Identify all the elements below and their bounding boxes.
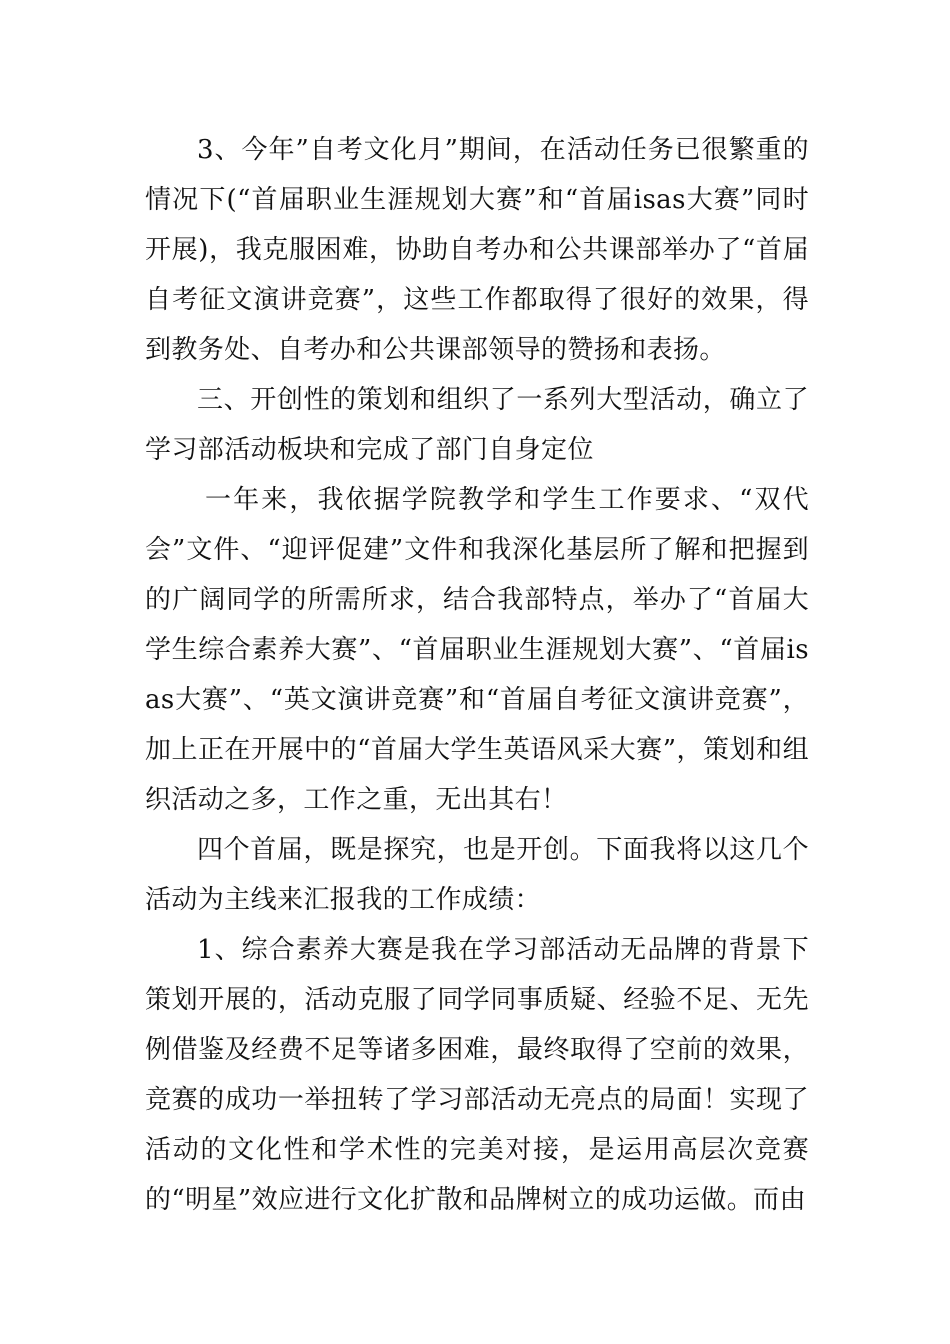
document-page bbox=[145, 125, 809, 1225]
section-heading-three: 三、开创性的策划和组织了一系列大型活动，确立了学习部活动板块和完成了部门自身定位 bbox=[145, 385, 809, 465]
paragraph-four-firsts: 四个首届，既是探究，也是开创。下面我将以这几个活动为主线来汇报我的工作成绩： bbox=[145, 835, 809, 915]
paragraph-culture-month: 3、今年”自考文化月”期间，在活动任务已很繁重的情况下(“首届职业生涯规划大赛”和“首届isas大赛”同时开展)，我克服困难，协助自考办和公共课部举办了“首届自考征文演讲竞赛”，这些工作都取得了很好的效果，得到教务处、自考办和公共课部领导的赞扬和表扬。 bbox=[145, 135, 809, 365]
paragraph-literacy-contest: 1、综合素养大赛是我在学习部活动无品牌的背景下策划开展的，活动克服了同学同事质疑、经验不足、无先例借鉴及经费不足等诸多困难，最终取得了空前的效果，竞赛的成功一举扭转了学习部活动无亮点的局面！实现了活动的文化性和学术性的完美对接，是运用高层次竞赛的“明星”效应进行文化扩散和品牌树立的成功运做。而由 bbox=[145, 935, 809, 1215]
paragraph-year-overview: 一年来，我依据学院教学和学生工作要求、“双代会”文件、“迎评促建”文件和我深化基层所了解和把握到的广阔同学的所需所求，结合我部特点，举办了“首届大学生综合素养大赛”、“首届职业生涯规划大赛”、“首届isas大赛”、“英文演讲竞赛”和“首届自考征文演讲竞赛”，加上正在开展中的“首届大学生英语风采大赛”，策划和组织活动之多，工作之重，无出其右！ bbox=[145, 485, 809, 815]
